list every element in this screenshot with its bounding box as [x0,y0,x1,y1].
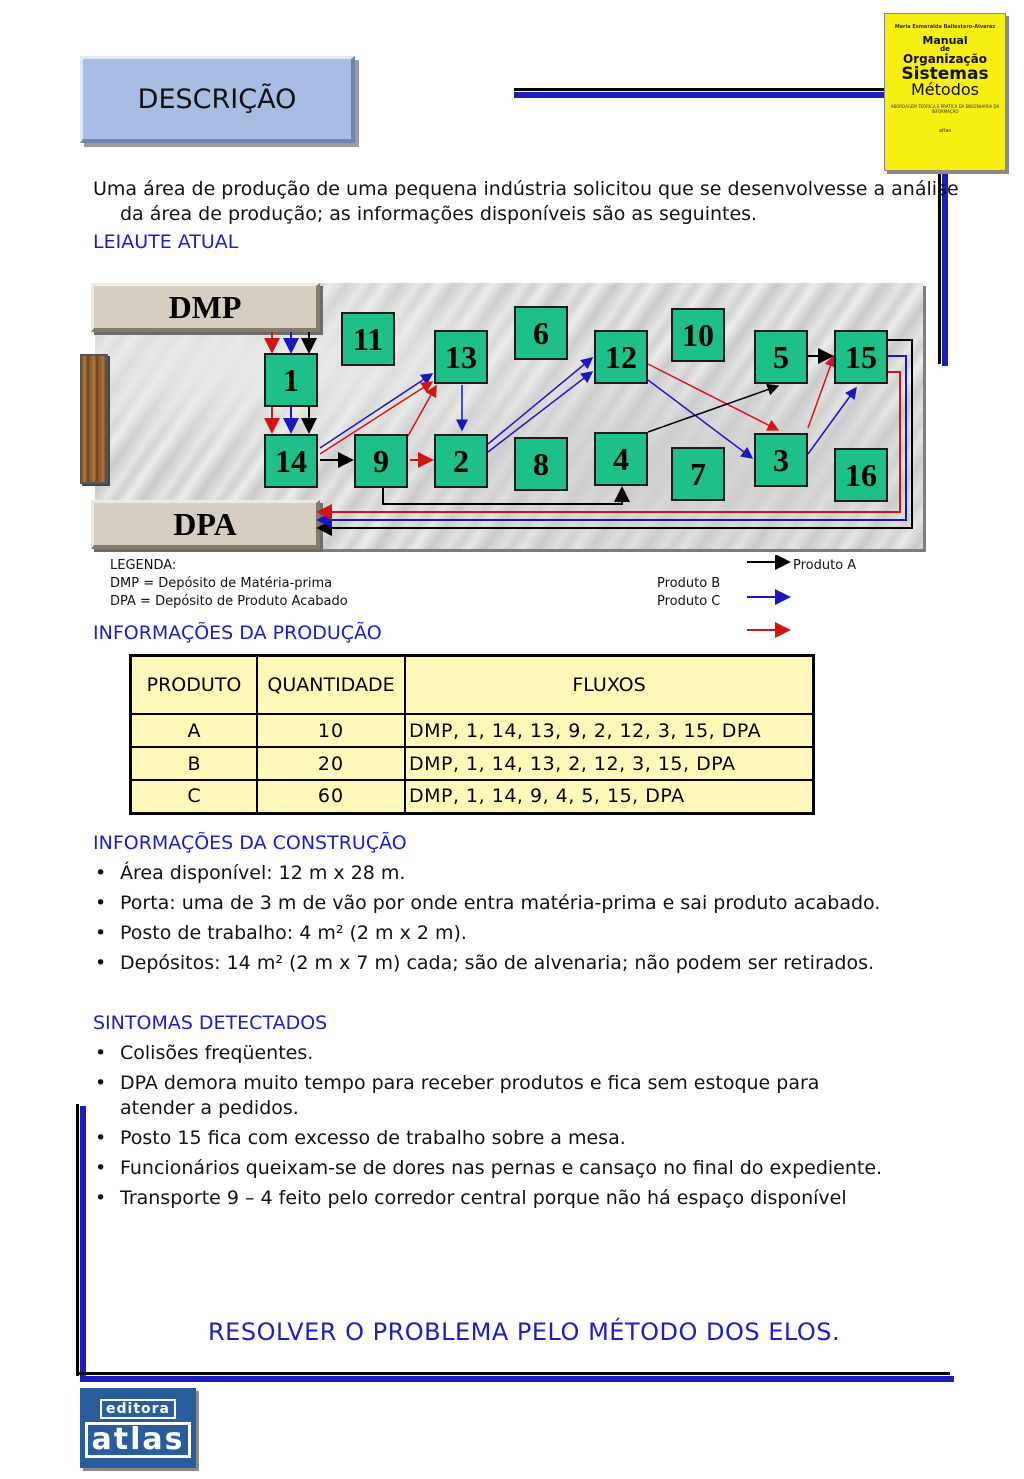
symptoms-list [93,1041,883,1211]
construction-heading: INFORMAÇÕES DA CONSTRUÇÃO [93,832,407,854]
list-item: • Posto 15 fica com excesso de trabalho sobre a mesa. [93,1126,873,1151]
book-publisher: atlas [938,128,952,134]
legend-product-b: Produto B [657,576,721,591]
production-heading: INFORMAÇÕES DA PRODUÇÃO [93,622,382,644]
list-item: • Funcionários queixam-se de dores nas pernas e cansaço no final do expediente. [93,1156,873,1181]
station-4: 4 [594,432,648,486]
legend-product-c: Produto C [657,594,721,609]
legend-dpa: DPA = Depósito de Produto Acabado [110,594,348,609]
table-header: PRODUTO [131,656,258,715]
station-2: 2 [434,434,488,488]
table-cell: B [131,747,258,780]
construction-list [93,861,943,976]
station-16: 16 [834,448,888,502]
station-1: 1 [264,353,318,407]
table-cell: C [131,780,258,813]
book-line2: de [940,45,950,53]
final-instruction: RESOLVER O PROBLEMA PELO MÉTODO DOS ELOS. [208,1318,841,1346]
left-rule-shadow [76,1104,79,1376]
legend-title: LEGENDA: [110,558,177,573]
table-cell: 60 [257,780,405,813]
left-rule [80,1106,86,1380]
station-13: 13 [434,330,488,384]
table-cell: A [131,714,258,747]
station-6: 6 [514,306,568,360]
list-item: • Transporte 9 – 4 feito pelo corredor central porque não há espaço disponível [93,1186,873,1211]
book-line4: Sistemas [901,64,989,84]
station-9: 9 [354,434,408,488]
list-item: • Área disponível: 12 m x 28 m. [93,861,943,886]
list-item: • Depósitos: 14 m² (2 m x 7 m) cada; são de alvenaria; não podem ser retirados. [93,951,943,976]
station-3: 3 [754,433,808,487]
station-15: 15 [834,330,888,384]
book-line1: Manual [922,34,968,47]
legend-dmp: DMP = Depósito de Matéria-prima [110,576,333,591]
station-12: 12 [594,330,648,384]
dmp-label: DMP [168,288,242,325]
list-item: • Porta: uma de 3 m de vão por onde entra matéria-prima e sai produto acabado. [93,891,943,916]
production-table [129,654,815,815]
intro-paragraph: Uma área de produção de uma pequena indústria solicitou que se desenvolvesse a análise da área de produção; as informações disponíveis são as seguintes. [93,178,959,225]
station-5: 5 [754,330,808,384]
station-11: 11 [341,312,395,366]
list-item: • Posto de trabalho: 4 m² (2 m x 2 m). [93,921,943,946]
legend-arrows [745,555,795,640]
table-header: FLUXOS [405,656,814,715]
page-title: DESCRIÇÃO [137,83,297,115]
station-10: 10 [671,308,725,362]
table-cell: DMP, 1, 14, 13, 2, 12, 3, 15, DPA [405,747,814,780]
publisher-logo-top: editora [100,1399,176,1419]
bottom-rule [80,1376,954,1382]
publisher-logo [80,1388,196,1468]
list-item: • DPA demora muito tempo para receber produtos e fica sem estoque para atender a pedidos. [93,1071,873,1121]
table-cell: DMP, 1, 14, 9, 4, 5, 15, DPA [405,780,814,813]
layout-heading: LEIAUTE ATUAL [93,231,239,253]
publisher-logo-name: atlas [85,1422,192,1458]
table-cell: 10 [257,714,405,747]
list-item: • Colisões freqüentes. [93,1041,873,1066]
table-header-row [131,656,814,715]
table-row [131,747,814,780]
station-14: 14 [264,434,318,488]
bottom-rule-shadow [76,1372,950,1375]
station-7: 7 [671,447,725,501]
table-row [131,780,814,813]
station-8: 8 [514,437,568,491]
table-row [131,714,814,747]
book-author: Maria Esmeralda Ballestero-Alvarez [894,24,996,30]
book-line5: Métodos [911,80,979,99]
book-line3: Organização [903,52,987,66]
table-header: QUANTIDADE [257,656,405,715]
table-cell: 20 [257,747,405,780]
legend-product-a: Produto A [793,558,857,573]
symptoms-heading: SINTOMAS DETECTADOS [93,1012,328,1034]
dpa-label: DPA [173,505,237,542]
table-cell: DMP, 1, 14, 13, 9, 2, 12, 3, 15, DPA [405,714,814,747]
book-subtitle: ABORDAGEM TEÓRICA E PRÁTICA DA ENGENHARIA DA INFORMAÇÃO [890,104,1000,114]
